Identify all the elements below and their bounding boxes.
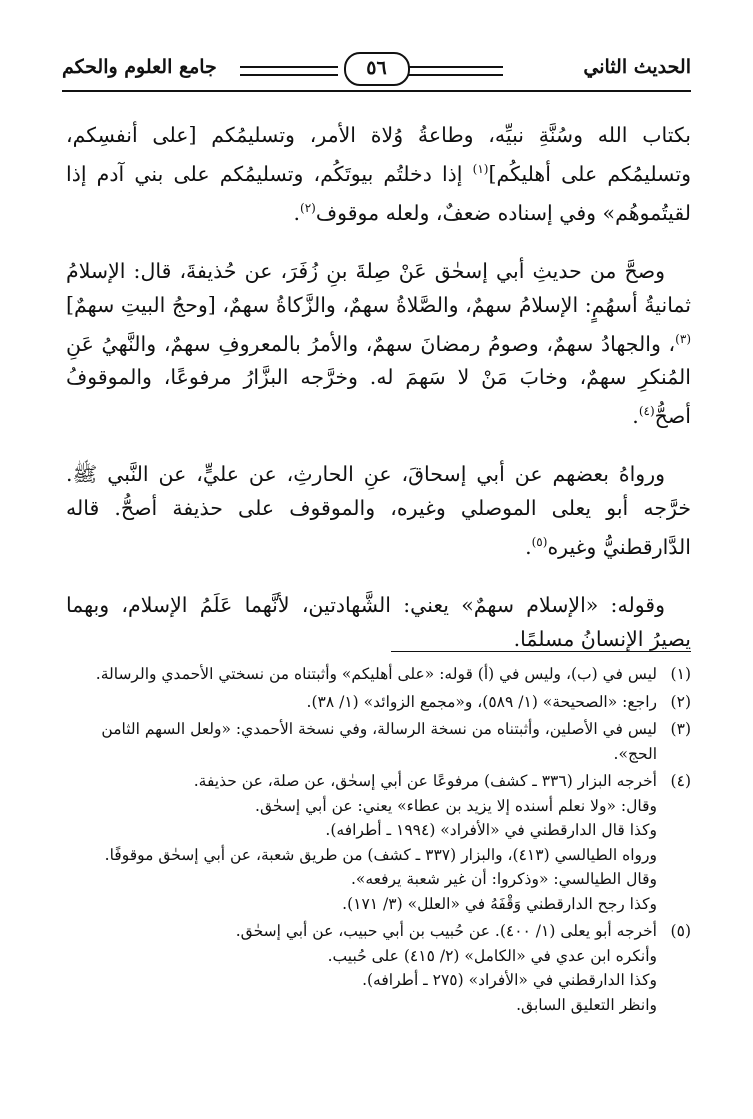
paragraph (66, 457, 691, 564)
paragraph-text: بكتاب الله وسُنَّةِ نبيِّه، وطاعةُ وُلاة الأمر، وتسليمُكم [على أنفسِكم، وتسليمُكم على أهليكُم] (66, 123, 691, 186)
footnote (66, 662, 691, 687)
footnote (66, 717, 691, 766)
footnote-text: أخرجه أبو يعلى (١/ ٤٠٠). عن حُبيب بن أبي حبيب، عن أبي إسحٰق. (235, 922, 657, 940)
page-header (62, 52, 691, 92)
footnote-text: وأنكره ابن عدي في «الكامل» (٢/ ٤١٥) على حُبيب. (327, 946, 657, 965)
footnote-text: راجع: «الصحيحة» (١/ ٥٨٩)، و«مجمع الزوائد» (١/ ٣٨). (306, 692, 657, 711)
paragraph-text: ، والجهادُ سهمٌ، وصومُ رمضانَ سهمٌ، والأمرُ بالمعروفِ سهمٌ، والنَّهيُ عَنِ المُنكرِ سهمٌ، وخابَ مَنْ لا سَهمَ له. وخرَّجه البزَّارُ مرفوعًا، والموقوفُ أصحُّ (66, 331, 691, 429)
footnote-text: وقال: «ولا نعلم أسنده إلا يزيد بن عطاء» يعني: عن أبي إسحٰق. (255, 796, 657, 815)
paragraph-text: . (525, 535, 532, 560)
paragraph-text: وقوله: «الإسلام سهمٌ» يعني: الشَّهادتين، لأنَّهما عَلَمُ الإسلام، وبهما يصيرُ الإنسانُ مسلمًا. (66, 593, 691, 652)
footnote-ref: (٣) (675, 331, 691, 346)
footnote-ref: (٥) (531, 535, 548, 550)
main-text (66, 118, 691, 680)
footnote-number: (١) (670, 665, 691, 683)
footnote-ref: (٤) (638, 404, 655, 419)
footnote-text: وقال الطيالسي: «وذكروا: أن غير شعبة يرفعه». (350, 870, 657, 888)
footnote-number: (٤) (670, 772, 691, 790)
footnote-text: وكذا رجح الدارقطني وَقْفَهُ في «العلل» (٣/ ١٧١). (342, 894, 657, 913)
paragraph-text: ورواهُ بعضهم عن أبي إسحاقَ، عنِ الحارثِ، عن عليٍّ، عن النَّبي ﷺ. خرَّجه أبو يعلى الموصلي وغيره، والموقوف على حذيفة أصحُّ. قاله الدَّارقطنيُّ وغيره (66, 462, 691, 560)
footnote-text: ليس في الأصلين، وأثبتناه من نسخة الرسالة، وفي نسخة الأحمدي: «ولعل السهم الثامن الحج». (101, 720, 657, 763)
footnote-number: (٣) (670, 720, 691, 738)
footnote (66, 690, 691, 715)
header-rule-left (240, 66, 338, 76)
footnote-text: وكذا الدارقطني في «الأفراد» (٢٧٥ ـ أطرافه). (362, 971, 657, 989)
paragraph-text: وصحَّ من حديثِ أبي إسحٰق عَنْ صِلةَ بنِ زُفَرَ، عن حُذيفةَ، قال: الإسلامُ ثمانيةُ أسهُمٍ: الإسلامُ سهمٌ، والصَّلاةُ سهمٌ، والزَّكاةُ سهمٌ، [وحجُ البيتِ سهمٌ] (66, 258, 691, 317)
book-title: جامع العلوم والحكم (62, 56, 217, 78)
footnote-text: ليس في (ب)، وليس في (أ) قوله: «على أهليكم» وأثبتناه من نسختي الأحمدي والرسالة. (95, 665, 657, 683)
footnote-ref: (٢) (300, 200, 316, 215)
header-rule-right (405, 66, 503, 76)
footnote-text: وكذا قال الدارقطني في «الأفراد» (١٩٩٤ ـ أطرافه). (325, 821, 657, 839)
footnote-text: ورواه الطيالسي (٤١٣)، والبزار (٣٣٧ ـ كشف) من طريق شعبة، عن أبي إسحٰق موقوفًا. (104, 845, 657, 864)
footnote-separator (391, 651, 691, 652)
footnote (66, 919, 691, 1017)
paragraph (66, 254, 691, 434)
footnote-ref: (١) (472, 162, 489, 176)
paragraph-text: . (632, 404, 639, 429)
page-number: ٥٦ (344, 52, 410, 86)
paragraph (66, 118, 691, 230)
paragraph (66, 588, 691, 656)
paragraph-text: . (293, 200, 301, 225)
footnote-number: (٢) (670, 692, 691, 711)
footnote-text: أخرجه البزار (٣٣٦ ـ كشف) مرفوعًا عن أبي إسحٰق، عن صلة، عن حذيفة. (193, 772, 657, 790)
header-underline (62, 90, 691, 92)
footnote (66, 769, 691, 916)
footnote-text: وانظر التعليق السابق. (516, 995, 657, 1014)
footnote-number: (٥) (670, 922, 691, 940)
chapter-title: الحديث الثاني (583, 56, 691, 78)
paragraph-text: إذا دخلتُم بيوتَكُم، وتسليمُكم على بني آدم إذا لقيتُموهُم» وفي إسناده ضعفٌ، ولعله موقوف (66, 161, 691, 225)
footnotes (66, 662, 691, 1020)
